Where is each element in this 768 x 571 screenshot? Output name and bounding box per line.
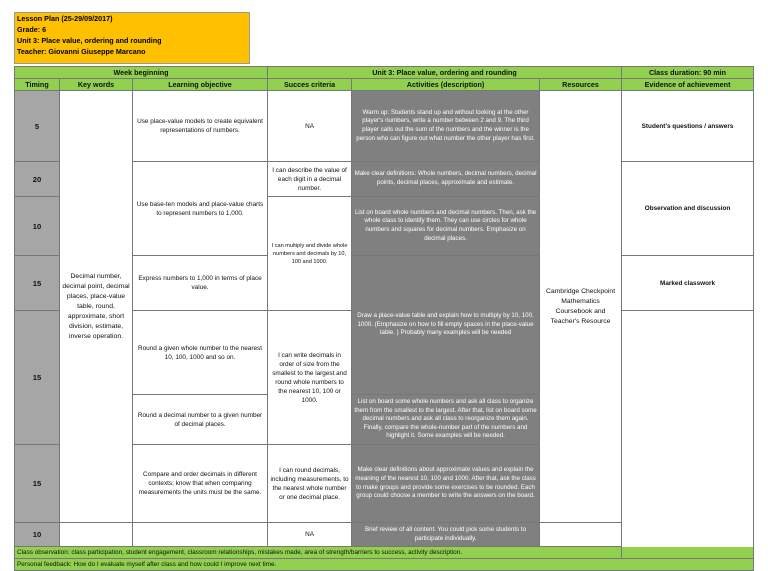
objective-cell: Express numbers to 1,000 in terms of place value. (133, 256, 268, 311)
col-key-words: Key words (60, 79, 133, 91)
criteria-cell: I can round decimals, including measurements, to the nearest whole number or one decimal place. (268, 445, 352, 523)
objective-cell: Round a given whole number to the nearest 10, 100, 1000 and so on. (133, 311, 268, 395)
timing-cell: 15 (15, 311, 60, 445)
class-observation: Class observation: class participation, student engagement, classroom relationships, mistakes made, area of strength/barriers to success, activity description. (15, 547, 754, 559)
week-beginning: Week beginning (15, 67, 268, 79)
activity-cell: Warm up: Students stand up and without looking at the other player's numbers, write a number between 2 and 9. The third player calls out the sum of the numbers and the winner is the person who can figure out what number the other player has first. (352, 91, 540, 162)
activity-cell: List on board some whole numbers and ask all class to organize them from the smallest to the largest. After that, list on board some decimal numbers and ask all class to reorganize them again. Finally, compare the whole-number part of the numbers and highlight it. Some examples will be needed. (352, 395, 540, 445)
objective-cell: Compare and order decimals in different contexts; know that when comparing measurements the units must be the same. (133, 445, 268, 523)
col-timing: Timing (15, 79, 60, 91)
criteria-cell: I can describe the value of each digit in a decimal number. (268, 162, 352, 197)
class-duration: Class duration: 90 min (622, 67, 754, 79)
timing-cell: 10 (15, 523, 60, 547)
timing-cell: 5 (15, 91, 60, 162)
activity-cell: Brief review of all content. You could pick some students to participate individually. (352, 523, 540, 547)
col-success-criteria: Succes criteria (268, 79, 352, 91)
activity-cell: List on board whole numbers and decimal numbers. Then, ask the whole class to identify them. They can use circles for whole numbers and squares for decimal numbers. Emphasize on decimal places. (352, 197, 540, 256)
col-learning-objective: Learning objective (133, 79, 268, 91)
timing-cell: 15 (15, 256, 60, 311)
observation-row (15, 547, 754, 559)
evidence-cell: Observation and discussion (622, 162, 754, 256)
timing-cell: 15 (15, 445, 60, 523)
unit-label: Unit 3: Place value, ordering and rounding (17, 36, 162, 45)
resources-cell: Cambridge Checkpoint Mathematics Coursebook and Teacher's Resource (540, 91, 622, 523)
personal-feedback: Personal feedback: How do I evaluate myself after class and how could I improve next time. (15, 559, 754, 571)
lesson-header (14, 12, 250, 64)
criteria-cell: NA (268, 523, 352, 547)
lesson-plan-title: Lesson Plan (25-29/09/2017) (17, 14, 113, 23)
criteria-cell: I can write decimals in order of size from the smallest to the largest and round whole numbers to the nearest 10, 100 or 1000. (268, 311, 352, 445)
table-row (15, 91, 754, 162)
col-activities: Activities (description) (352, 79, 540, 91)
column-header-row (15, 79, 754, 91)
timing-cell: 10 (15, 197, 60, 256)
feedback-row (15, 559, 754, 571)
col-resources: Resources (540, 79, 622, 91)
col-evidence: Evidence of achievement (622, 79, 754, 91)
keywords-cell: Decimal number, decimal point, decimal places, place-value table, round, approximate, short division, estimate, inverse operation. (60, 91, 133, 523)
lesson-table (14, 66, 754, 571)
activity-cell: Make clear definitions about approximate values and explain the meaning of the nearest 10, 100 and 1000. After that, ask the class to make groups and provide some exercises to be rounded. Each group could choose a member to write the answers on the board. (352, 445, 540, 523)
objective-cell: Round a decimal number to a given number of decimal places. (133, 395, 268, 445)
grade-label: Grade: 6 (17, 25, 47, 34)
week-row (15, 67, 754, 79)
objective-cell: Use base-ten models and place-value charts to represent numbers to 1,000. (133, 162, 268, 256)
evidence-cell: Student's questions / answers (622, 91, 754, 162)
unit-heading: Unit 3: Place value, ordering and rounding (268, 67, 622, 79)
evidence-cell: Marked classwork (622, 256, 754, 311)
objective-cell: Use place-value models to create equivalent representations of numbers. (133, 91, 268, 162)
criteria-cell: NA (268, 91, 352, 162)
timing-cell: 20 (15, 162, 60, 197)
criteria-cell: I can multiply and divide whole numbers and decimals by 10, 100 and 1000. (268, 197, 352, 311)
evidence-empty (622, 311, 754, 559)
activity-cell: Make clear definitions: Whole numbers, decimal numbers, decimal points, decimal places, approximate and estimate. (352, 162, 540, 197)
activity-cell: Draw a place-value table and explain how to multiply by 10, 100, 1000. (Emphasize on how to fill empty spaces in the place-value table. ) Probably many examples will be needed (352, 256, 540, 395)
teacher-label: Teacher: Giovanni Giuseppe Marcano (17, 47, 146, 56)
